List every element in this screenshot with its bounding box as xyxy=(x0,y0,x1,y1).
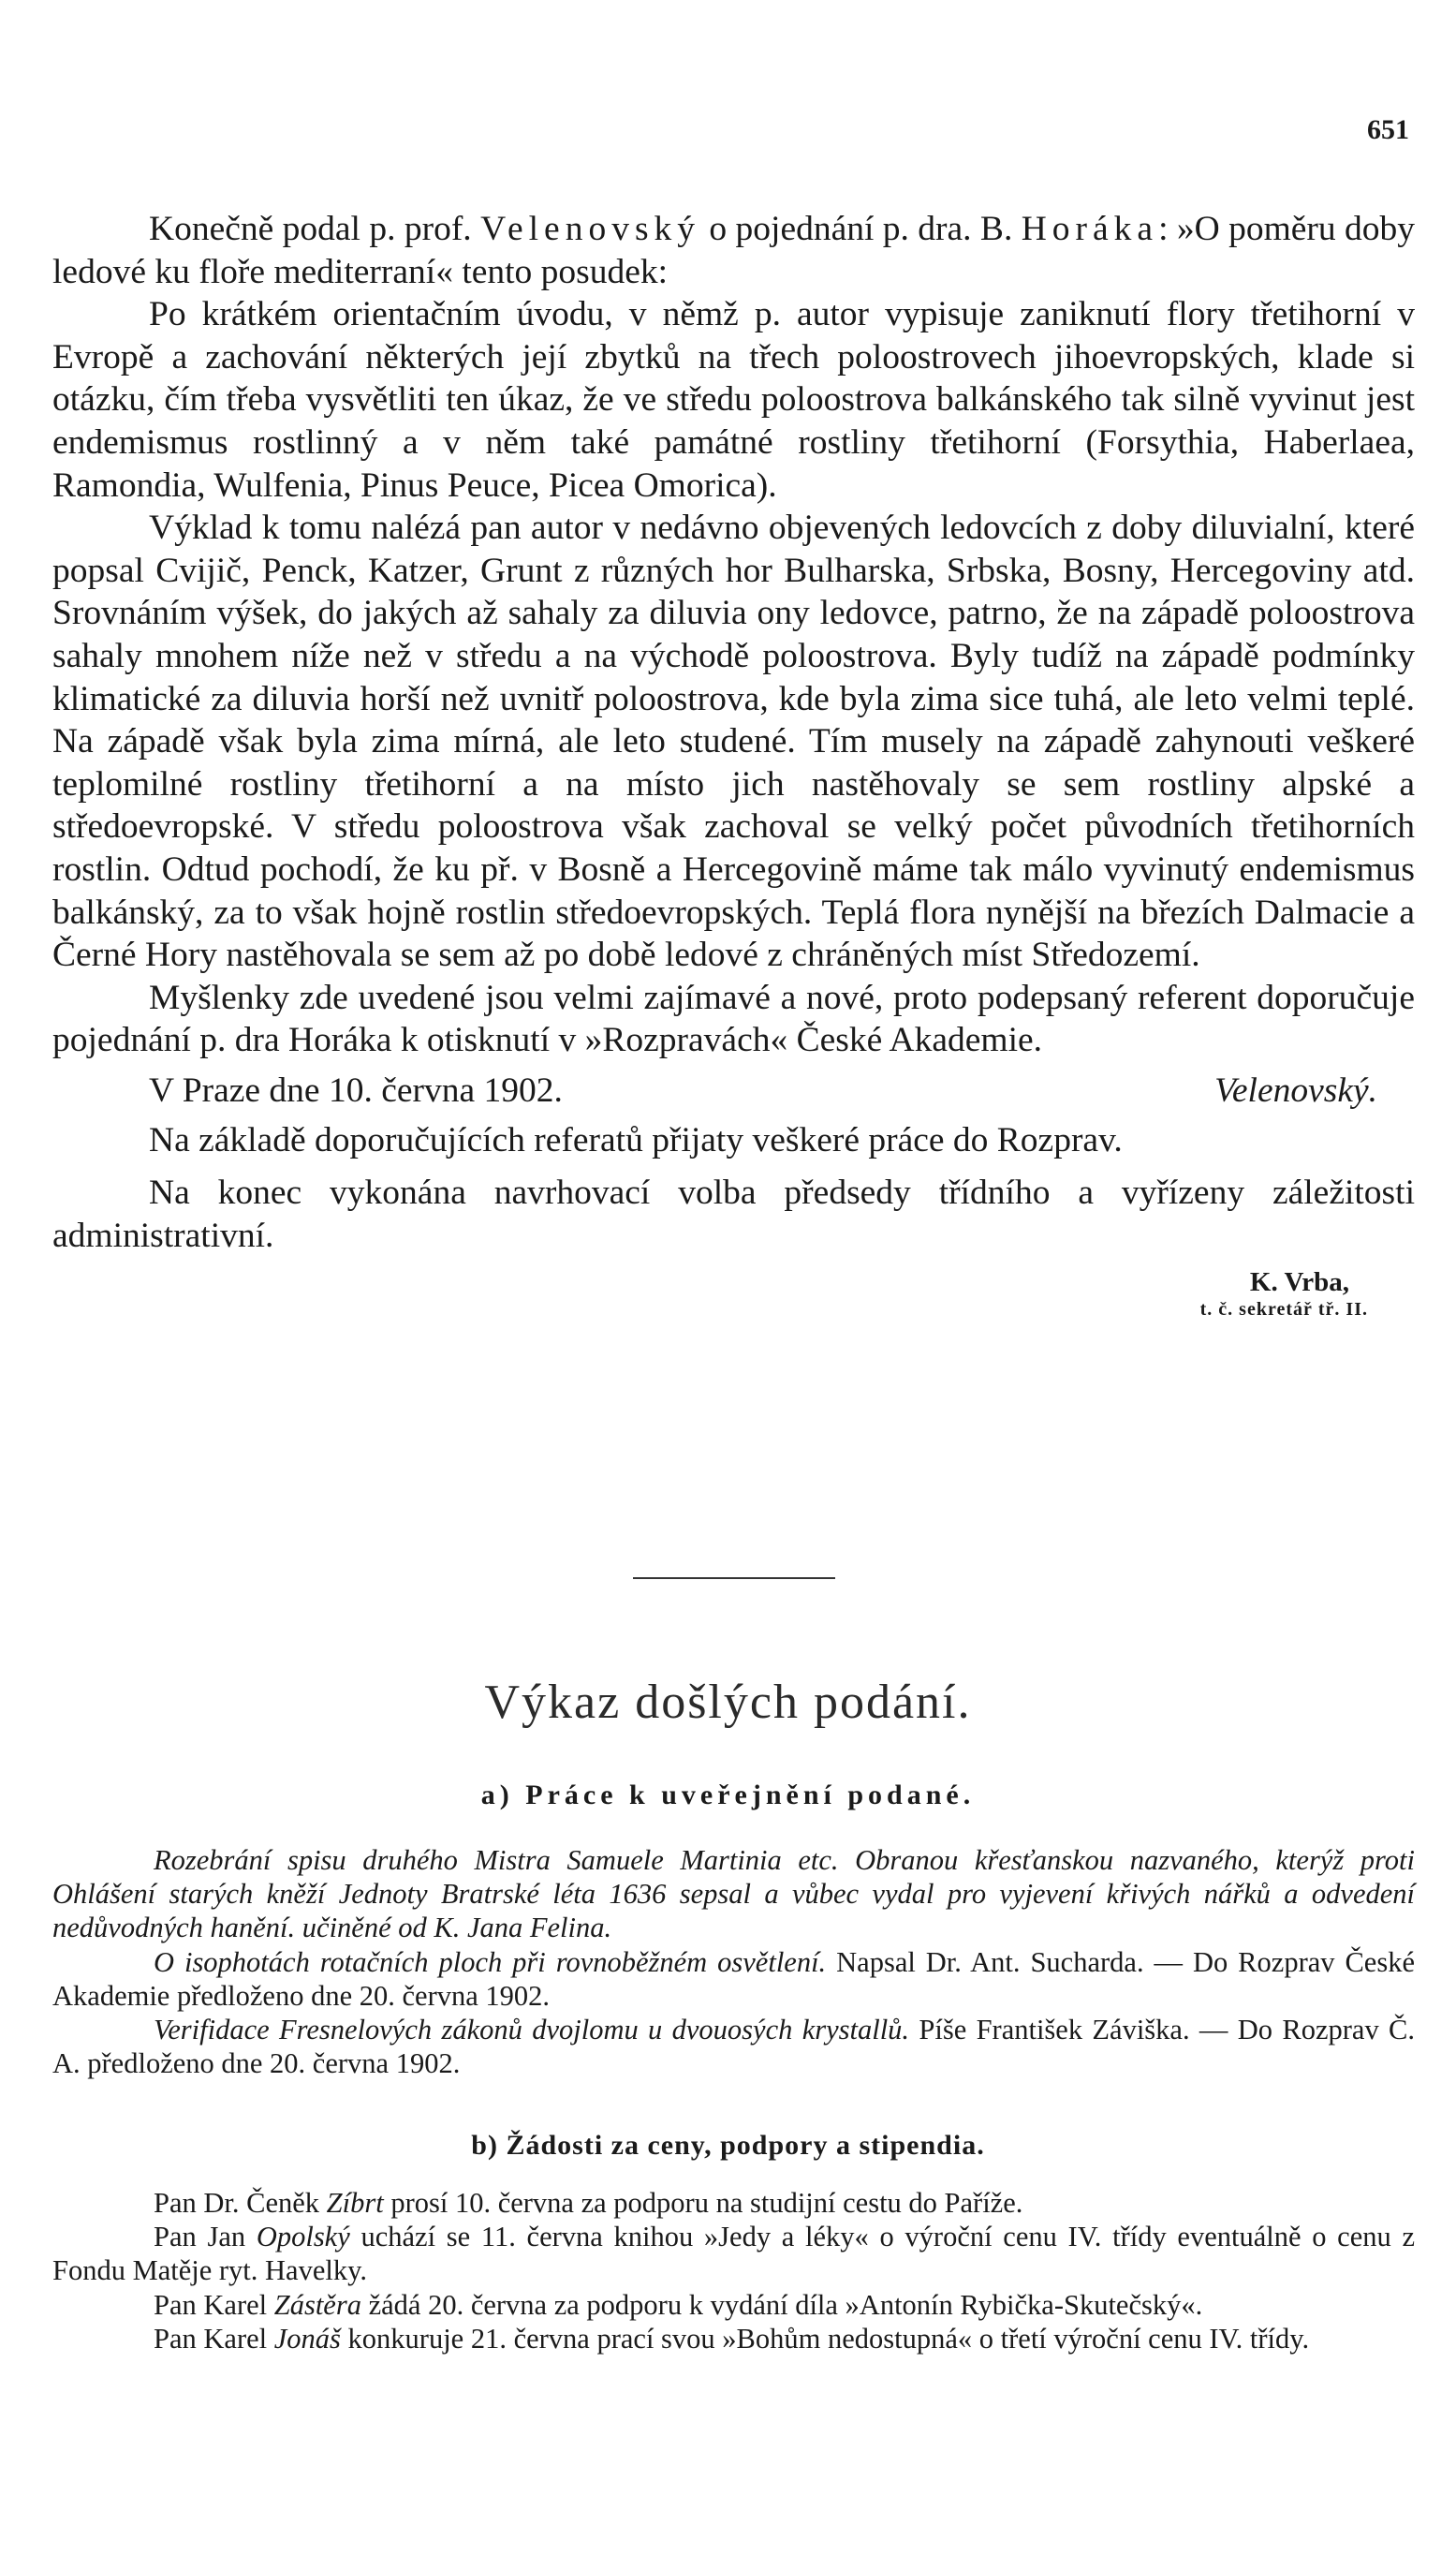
request-item-1 xyxy=(52,2186,1415,2220)
subsection-b-title: b) Žádosti za ceny, podpory a stipendia. xyxy=(471,2130,985,2161)
subsection-a-title: a) Práce k uveřejnění podané. xyxy=(480,1780,976,1810)
work-item-3-title: Verifidace Fresnelových zákonů dvojlomu u dvouosých krystallů. xyxy=(154,2014,910,2046)
request-4-name: Jonáš xyxy=(273,2322,341,2355)
secretary-name: K. Vrba, xyxy=(1249,1267,1349,1298)
report-body xyxy=(52,208,1415,1321)
review-paragraph-2: Výklad k tomu nalézá pan autor v nedávno objevených ledovcích z doby diluvialní, které popsal Cvijič, Penck, Katzer, Grunt z různých hor Bulharska, Srbska, Bosny, Hercegoviny atd. Srovnáním výšek, do jakých až sahaly za diluvia ony ledovce, patrno, že na západě poloostrova sahaly mnohem níže než v středu a na východě poloostrova. Byly tudíž na západě podmínky klimatické za diluvia horší než uvnitř poloostrova, kde byla zima sice tuhá, ale leto velmi teplé. Na západě však byla zima mírná, ale leto studené. Tím musely na západě zahynouti veškeré teplomilné rostliny třetihorní a na místo jich nastěhovaly se sem rostliny alpské a středoevropské. V středu poloostrova však zachoval se velký počet původních třetihorních rostlin. Odtud pochodí, že ku př. v Bosně a Hercegovině máme tak málo vyvinutý endemismus balkánský, za to však hojně rostlin středoevropských. Teplá flora nynější na březích Dalmacie a Černé Hory nastěhovala se sem až po době ledové z chráněných míst Středozemí. xyxy=(52,509,1415,975)
request-1-prefix: Pan Dr. Čeněk xyxy=(154,2187,327,2219)
work-item-1: Rozebrání spisu druhého Mistra Samuele Martinia etc. Obranou křesťanskou nazvaného, kterýž proti Ohlášení starých kněží Jednoty Bratrské léta 1636 sepsal a vůbec vydal pro vyjevení křivých nářků a odvedení nedůvodných hanění. učiněné od K. Jana Felina. xyxy=(52,1844,1415,1944)
intro-text-3: : »O poměru doby ledové ku floře mediterraní« tento posudek: xyxy=(52,210,1415,291)
author-name: Horáka xyxy=(1021,210,1159,248)
reviewer-name: Velenovský xyxy=(480,210,701,248)
request-1-text: prosí 10. června za podporu na studijní cestu do Paříže. xyxy=(383,2187,1023,2219)
secretary-title: t. č. sekretář tř. II. xyxy=(1199,1299,1368,1321)
request-4-prefix: Pan Karel xyxy=(154,2322,274,2355)
request-item-2 xyxy=(52,2220,1415,2287)
request-3-name: Zástěra xyxy=(273,2288,361,2321)
work-item-2 xyxy=(52,1945,1415,2013)
report-intro xyxy=(52,208,1415,293)
decision-paragraph: Na základě doporučujících referatů přijaty veškeré práce do Rozprav. xyxy=(149,1121,1123,1160)
request-4-text: konkuruje 21. června prací svou »Bohům nedostupná« o třetí výroční cenu IV. třídy. xyxy=(340,2322,1310,2355)
submitted-works-list xyxy=(52,1843,1415,2080)
request-3-prefix: Pan Karel xyxy=(154,2288,274,2321)
work-item-2-details: Napsal Dr. Ant. Sucharda. — Do Rozprav České Akademie předloženo dne 20. června 1902. xyxy=(52,1945,1415,2012)
review-paragraph-3: Myšlenky zde uvedené jsou velmi zajímavé a nové, proto podepsaný referent doporučuje pojednání p. dra Horáka k otisknutí v »Rozpravách« České Akademie. xyxy=(52,978,1415,1060)
intro-text-2: o pojednání p. dra. B. xyxy=(700,210,1022,248)
reviewer-signature: Velenovský. xyxy=(1214,1071,1377,1110)
request-item-4 xyxy=(52,2322,1415,2356)
request-3-text: žádá 20. června za podporu k vydání díla »Antonín Rybička-Skutečský«. xyxy=(360,2288,1203,2321)
section-divider xyxy=(633,1577,835,1579)
page-number: 651 xyxy=(1367,114,1409,145)
date-signature-row xyxy=(52,1070,1415,1113)
review-date: V Praze dne 10. června 1902. xyxy=(149,1071,563,1110)
work-item-2-title: O isophotách rotačních ploch při rovnoběžném osvětlení. xyxy=(154,1945,827,1978)
work-item-3-details: Píše František Záviška. — Do Rozprav Č. A. předloženo dne 20. června 1902. xyxy=(52,2014,1415,2080)
section-heading: Výkaz došlých podání. xyxy=(484,1676,972,1729)
request-item-3 xyxy=(52,2288,1415,2322)
intro-text: Konečně podal p. prof. xyxy=(149,210,481,248)
review-paragraph-1: Po krátkém orientačním úvodu, v němž p. autor vypisuje zaniknutí flory třetihorní v Evropě a zachování některých její zbytků na třech poloostrovech jihoevropských, klade si otázku, čím třeba vysvětliti ten úkaz, že ve středu poloostrova balkánského tak silně vyvinut jest endemismus rostlinný a v něm také památné rostliny třetihorní (Forsythia, Haberlaea, Ramondia, Wulfenia, Pinus Peuce, Picea Omorica). xyxy=(52,295,1415,505)
request-1-name: Zíbrt xyxy=(326,2187,384,2219)
request-2-prefix: Pan Jan xyxy=(154,2221,257,2253)
work-item-3 xyxy=(52,2013,1415,2080)
request-2-text: uchází se 11. června knihou »Jedy a léky« o výroční cenu IV. třídy eventuálně o cenu z Fondu Matěje ryt. Havelky. xyxy=(52,2221,1415,2287)
closing-paragraph: Na konec vykonána navrhovací volba předsedy třídního a vyřízeny záležitosti administrativní. xyxy=(52,1174,1415,1255)
requests-list xyxy=(52,2186,1415,2356)
request-2-name: Opolský xyxy=(256,2221,350,2253)
